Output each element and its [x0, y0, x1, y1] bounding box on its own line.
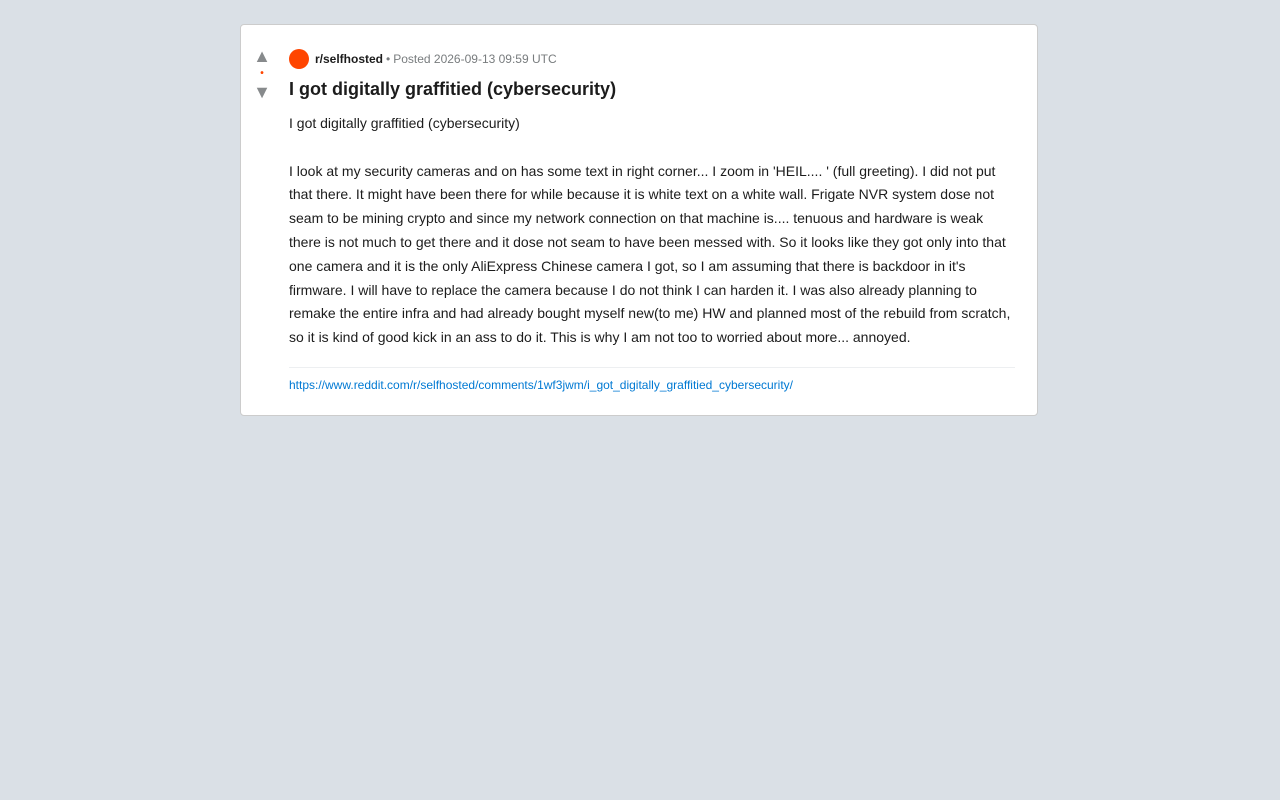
post-meta [289, 49, 1015, 69]
post-footer [289, 367, 1015, 393]
post-card [240, 24, 1038, 416]
vote-score: • [260, 68, 264, 79]
post-body-paragraph: I look at my security cameras and on has some text in right corner... I zoom in 'HEIL.... ' (full greeting). I did not put that there. It might have been there for while because it is white text on a white wall. Frigate NVR system dose not seam to be mining crypto and since my network connection on that machine is.... tenuous and hardware is weak there is not much to get there and it dose not seam to have been messed with. So it looks like they got only into that one camera and it is the only AliExpress Chinese camera I got, so I am assuming that there is backdoor in it's firmware. I will have to replace the camera because I do not think I can harden it. I was also already planning to remake the entire infra and had already bought myself new(to me) HW and planned most of the rebuild from scratch, so it is kind of good kick in an ass to do it. This is why I am not too to worried about more... annoyed. [289, 162, 1011, 346]
post-content [289, 49, 1015, 393]
meta-separator: • [386, 52, 391, 66]
upvote-icon[interactable]: ▲ [253, 46, 271, 66]
subreddit-avatar[interactable] [289, 49, 309, 69]
post-timestamp: Posted 2026-09-13 09:59 UTC [393, 52, 557, 66]
post-body [289, 112, 1015, 350]
post-body-paragraph: I got digitally graffitied (cybersecurity) [289, 115, 520, 131]
downvote-icon[interactable]: ▼ [253, 82, 271, 102]
vote-column [251, 47, 273, 101]
post-title[interactable]: I got digitally graffitied (cybersecurity) [289, 79, 617, 99]
subreddit-link[interactable]: r/selfhosted [315, 52, 384, 66]
permalink-link[interactable]: https://www.reddit.com/r/selfhosted/comments/1wf3jwm/i_got_digitally_graffitied_cybersecurity/ [289, 377, 793, 392]
